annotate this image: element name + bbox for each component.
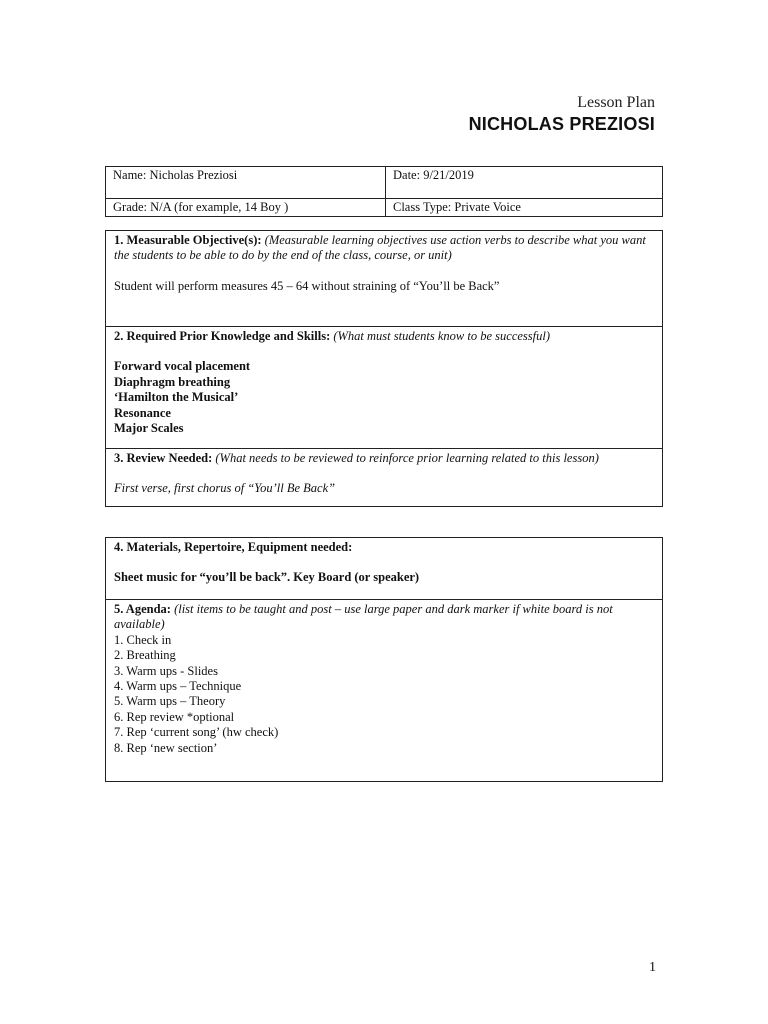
grade-cell: Grade: N/A (for example, 14 Boy ) xyxy=(106,199,386,217)
list-item: Forward vocal placement xyxy=(114,359,251,374)
prior-knowledge-title: 2. Required Prior Knowledge and Skills: xyxy=(114,329,331,343)
lesson-table-a xyxy=(105,230,663,507)
date-cell: Date: 9/21/2019 xyxy=(393,168,474,182)
materials-title: 4. Materials, Repertoire, Equipment needed: xyxy=(114,540,353,554)
objective-desc: (Measurable learning objectives use action verbs to describe what you want the students to be able to do by the end of the class, course, or unit) xyxy=(114,233,646,263)
info-row-2 xyxy=(106,198,662,217)
materials-body: Sheet music for “you’ll be back”. Key Board (or speaker) xyxy=(114,570,420,585)
document-subtitle: Lesson Plan xyxy=(577,94,655,111)
list-item: 6. Rep review *optional xyxy=(114,709,235,724)
lesson-table-b xyxy=(105,537,663,782)
list-item: Resonance xyxy=(114,405,171,420)
review-body: First verse, first chorus of “You’ll Be Back” xyxy=(114,481,336,496)
review-desc: (What needs to be reviewed to reinforce prior learning related to this lesson) xyxy=(215,451,599,465)
list-item: 5. Warm ups – Theory xyxy=(114,694,226,709)
objective-title: 1. Measurable Objective(s): xyxy=(114,233,262,247)
info-row-1 xyxy=(106,167,662,198)
list-item: 4. Warm ups – Technique xyxy=(114,679,242,694)
objective-body: Student will perform measures 45 – 64 without straining of “You’ll be Back” xyxy=(114,278,500,293)
list-item: Major Scales xyxy=(114,421,184,436)
agenda-title: 5. Agenda: xyxy=(114,602,171,616)
list-item: 2. Breathing xyxy=(114,648,176,663)
prior-knowledge-desc: (What must students know to be successful) xyxy=(333,329,550,343)
prior-knowledge-section xyxy=(106,326,662,448)
list-item: 1. Check in xyxy=(114,632,172,647)
objective-section xyxy=(106,231,662,326)
agenda-desc: (list items to be taught and post – use large paper and dark marker if white board is not available) xyxy=(114,602,613,632)
class-type-cell: Class Type: Private Voice xyxy=(393,200,521,214)
list-item: 3. Warm ups - Slides xyxy=(114,663,218,678)
review-section xyxy=(106,448,662,506)
document-title: NICHOLAS PREZIOSI xyxy=(468,114,655,134)
page-number: 1 xyxy=(649,960,656,975)
materials-section xyxy=(106,538,662,599)
review-title: 3. Review Needed: xyxy=(114,451,213,465)
info-table xyxy=(105,166,663,217)
list-item: ‘Hamilton the Musical’ xyxy=(114,390,239,405)
list-item: 7. Rep ‘current song’ (hw check) xyxy=(114,725,279,740)
agenda-section xyxy=(106,599,662,781)
name-cell: Name: Nicholas Preziosi xyxy=(106,167,386,198)
list-item: Diaphragm breathing xyxy=(114,374,231,389)
list-item: 8. Rep ‘new section’ xyxy=(114,740,218,755)
